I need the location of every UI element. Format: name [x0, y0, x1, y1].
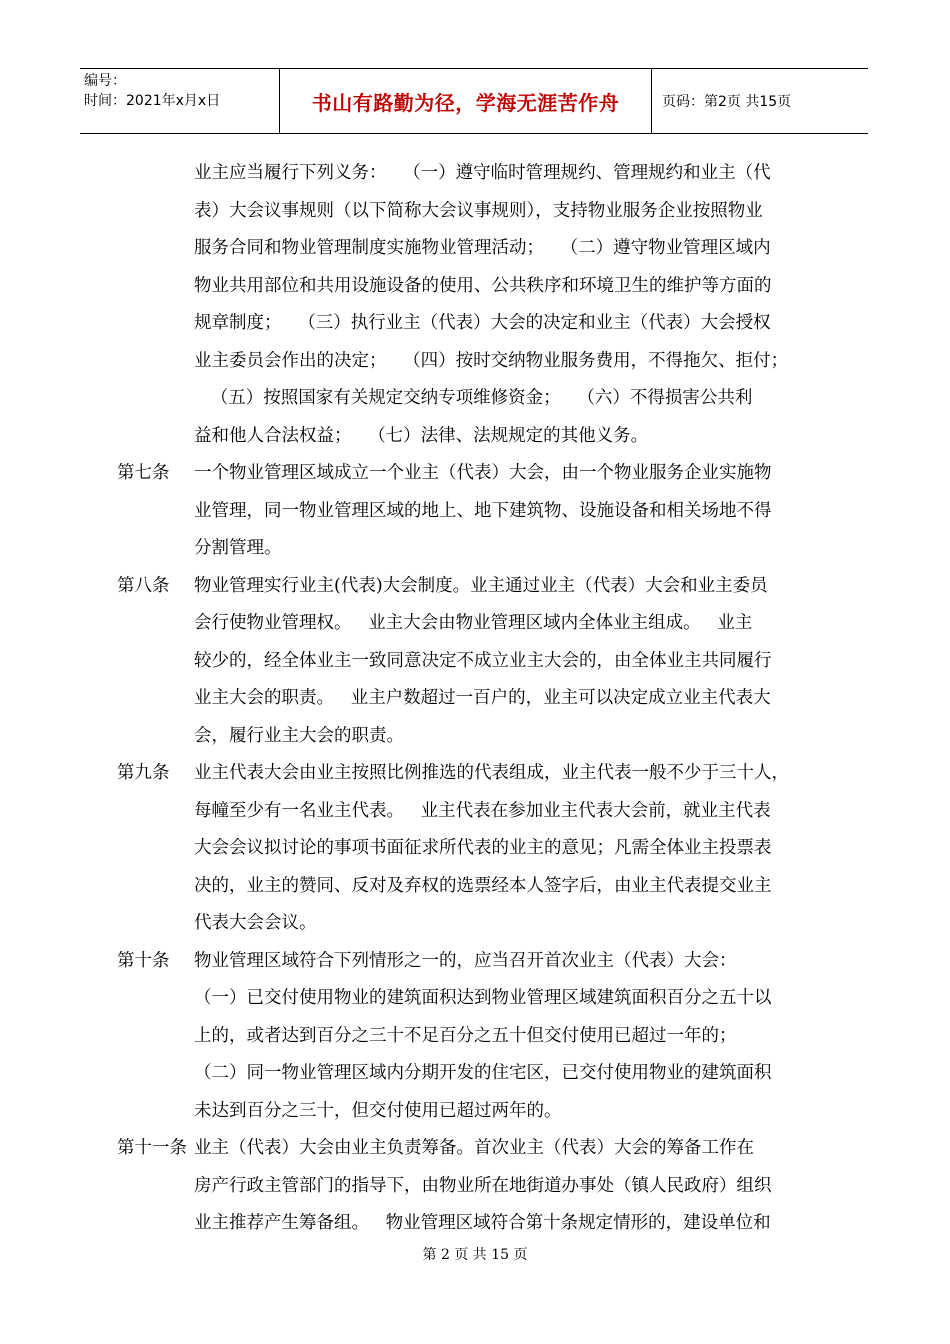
article-7: [117, 455, 837, 568]
article-9: [117, 755, 837, 943]
text-line: 规章制度； （三）执行业主（代表）大会的决定和业主（代表）大会授权: [194, 313, 771, 333]
text-line: 大会会议拟讨论的事项书面征求所代表的业主的意见；凡需全体业主投票表: [194, 838, 772, 858]
page-header: [80, 68, 868, 134]
header-page-info: 页码：第2页 共15页: [662, 94, 792, 110]
text-line: 物业共用部位和共用设施设备的使用、公共秩序和环境卫生的维护等方面的: [194, 275, 772, 296]
page-footer: 第 2 页 共 15 页: [422, 1247, 528, 1263]
document-body: [117, 155, 837, 1243]
text-line: 物业管理实行业主(代表)大会制度。业主通过业主（代表）大会和业主委员: [194, 575, 768, 596]
header-motto: 书山有路勤为径，学海无涯苦作舟: [280, 69, 652, 133]
text-line: 会，履行业主大会的职责。: [194, 725, 404, 746]
text-line: （二）同一物业管理区域内分期开发的住宅区，已交付使用物业的建筑面积: [194, 1063, 772, 1083]
text-line: 分割管理。: [194, 538, 282, 558]
article-8: [117, 568, 837, 756]
obligations-paragraph: [117, 155, 837, 455]
text-line: 业主大会的职责。 业主户数超过一百户的，业主可以决定成立业主代表大: [194, 688, 771, 708]
text-line: 业管理，同一物业管理区域的地上、地下建筑物、设施设备和相关场地不得: [194, 500, 772, 521]
text-line: 较少的，经全体业主一致同意决定不成立业主大会的，由全体业主共同履行: [194, 650, 772, 671]
text-line: 上的，或者达到百分之三十不足百分之五十但交付使用已超过一年的；: [194, 1025, 737, 1046]
text-line: 益和他人合法权益； （七）法律、法规规定的其他义务。: [194, 425, 649, 446]
text-line: 物业管理区域符合下列情形之一的，应当召开首次业主（代表）大会：: [194, 950, 737, 971]
text-line: 决的，业主的赞同、反对及弃权的选票经本人签字后，由业主代表提交业主: [194, 875, 772, 896]
text-line: 业主推荐产生筹备组。 物业管理区域符合第十条规定情形的，建设单位和: [194, 1213, 771, 1233]
article-label: 第九条: [117, 763, 170, 783]
header-meta: [80, 69, 280, 133]
text-line: （一）已交付使用物业的建筑面积达到物业管理区域建筑面积百分之五十以: [194, 988, 772, 1008]
text-line: 房产行政主管部门的指导下，由物业所在地街道办事处（镇人民政府）组织: [194, 1175, 772, 1196]
text-line: 业主应当履行下列义务： （一）遵守临时管理规约、管理规约和业主（代: [194, 163, 771, 183]
text-line: 代表大会会议。: [194, 913, 317, 933]
article-label: 第七条: [117, 463, 170, 483]
date-label: 时间：2021年x月x日: [84, 93, 221, 109]
article-11: [117, 1130, 837, 1243]
article-label: 第八条: [117, 575, 170, 596]
number-label: 编号：: [84, 73, 126, 89]
article-label: 第十一条: [117, 1138, 187, 1158]
text-line: 每幢至少有一名业主代表。 业主代表在参加业主代表大会前，就业主代表: [194, 800, 771, 821]
text-line: 业主（代表）大会由业主负责筹备。首次业主（代表）大会的筹备工作在: [194, 1138, 754, 1158]
text-line: 未达到百分之三十，但交付使用已超过两年的。: [194, 1100, 562, 1121]
text-line: 一个物业管理区域成立一个业主（代表）大会，由一个物业服务企业实施物: [194, 463, 772, 483]
text-line: 会行使物业管理权。 业主大会由物业管理区域内全体业主组成。 业主: [194, 613, 753, 633]
article-10: [117, 943, 837, 1131]
article-label: 第十条: [117, 950, 170, 971]
text-line: 服务合同和物业管理制度实施物业管理活动； （二）遵守物业管理区域内: [194, 238, 771, 258]
text-line: 表）大会议事规则（以下简称大会议事规则），支持物业服务企业按照物业: [194, 200, 763, 221]
text-line: 业主委员会作出的决定； （四）按时交纳物业服务费用，不得拖欠、拒付；: [194, 350, 789, 371]
text-line: （五）按照国家有关规定交纳专项维修资金； （六）不得损害公共利: [194, 388, 753, 408]
text-line: 业主代表大会由业主按照比例推选的代表组成，业主代表一般不少于三十人，: [194, 763, 789, 783]
